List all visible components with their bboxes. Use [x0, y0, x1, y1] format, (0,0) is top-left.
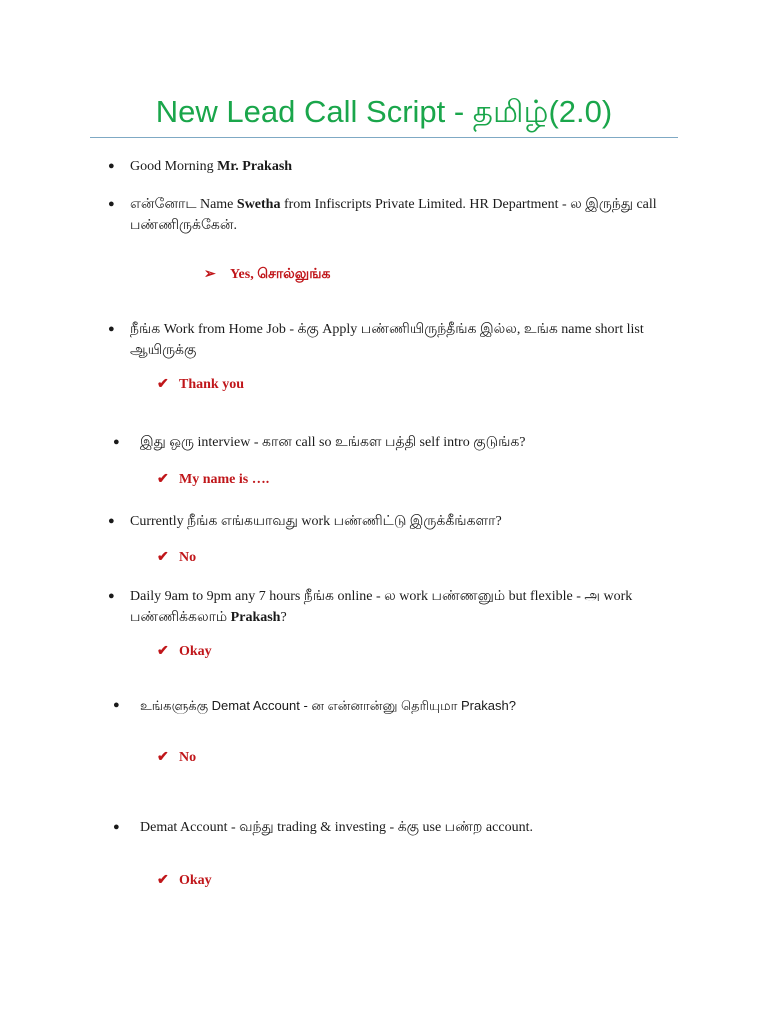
line-text: Good Morning	[130, 159, 218, 174]
bullet-icon: ●	[108, 323, 115, 335]
script-line-current-work	[108, 511, 688, 532]
line-text: நீங்க Work from Home Job - க்கு Apply பண்ணியிருந்தீங்க இல்ல, உங்க name short list ஆயிருக்கு	[130, 322, 644, 358]
bullet-icon: ●	[113, 699, 120, 711]
response-text: Yes, சொல்லுங்க	[230, 267, 331, 282]
line-text: இது ஒரு interview - கான call so உங்கள பத்தி self intro குடுங்க?	[140, 435, 526, 450]
response-text: No	[179, 550, 197, 565]
response-text: No	[179, 750, 197, 765]
line-text-rest: from Infiscripts Private Limited. HR Department - ல இருந்து call பண்ணிருக்கேன்.	[130, 197, 657, 233]
check-icon: ✔	[157, 550, 169, 565]
check-icon: ✔	[157, 873, 169, 888]
response-thank-you	[157, 375, 244, 395]
response-no	[157, 548, 196, 568]
response-yes	[204, 265, 330, 285]
line-bold-text: Prakash	[230, 610, 281, 625]
line-bold-text: Mr. Prakash	[217, 159, 293, 174]
response-text: Thank you	[179, 377, 244, 392]
bullet-icon: ●	[108, 198, 115, 210]
check-icon: ✔	[157, 472, 169, 487]
script-line-demat-question	[113, 695, 693, 716]
response-text: Okay	[179, 873, 212, 888]
line-text: Daily 9am to 9pm any 7 hours நீங்க online - ல work பண்ணனும் but flexible - அ work பண்ணிக்கலாம்	[130, 589, 633, 625]
title-divider	[90, 137, 678, 138]
script-line-self-intro	[113, 432, 693, 453]
arrow-icon: ➢	[204, 267, 216, 282]
line-bold-text: Swetha	[236, 197, 281, 212]
response-okay	[157, 642, 212, 662]
response-text: My name is ….	[179, 472, 270, 487]
bullet-icon: ●	[108, 590, 115, 602]
script-line-hours	[108, 586, 688, 628]
bullet-icon: ●	[108, 160, 115, 172]
check-icon: ✔	[157, 644, 169, 659]
bullet-icon: ●	[108, 515, 115, 527]
response-text: Okay	[179, 644, 212, 659]
check-icon: ✔	[157, 750, 169, 765]
script-line-shortlist	[108, 319, 688, 361]
check-icon: ✔	[157, 377, 169, 392]
response-no-2	[157, 748, 196, 768]
script-line-greeting	[108, 156, 688, 177]
line-text: என்னோட Name	[130, 197, 237, 212]
response-my-name	[157, 470, 269, 490]
line-text-rest: ?	[280, 610, 287, 625]
line-text: உங்களுக்கு Demat Account - ன என்னான்னு தெரியுமா Prakash?	[140, 698, 516, 713]
bullet-icon: ●	[113, 436, 120, 448]
line-text: Demat Account - வந்து trading & investing - க்கு use பண்ற account.	[140, 820, 533, 835]
document-title: New Lead Call Script - தமிழ்(2.0)	[155, 94, 613, 129]
script-line-intro	[108, 194, 688, 236]
response-okay-2	[157, 871, 212, 891]
line-text: Currently நீங்க எங்கயாவது work பண்ணிட்டு இருக்கீங்களா?	[130, 514, 502, 529]
bullet-icon: ●	[113, 821, 120, 833]
script-line-demat-explain	[113, 817, 693, 838]
